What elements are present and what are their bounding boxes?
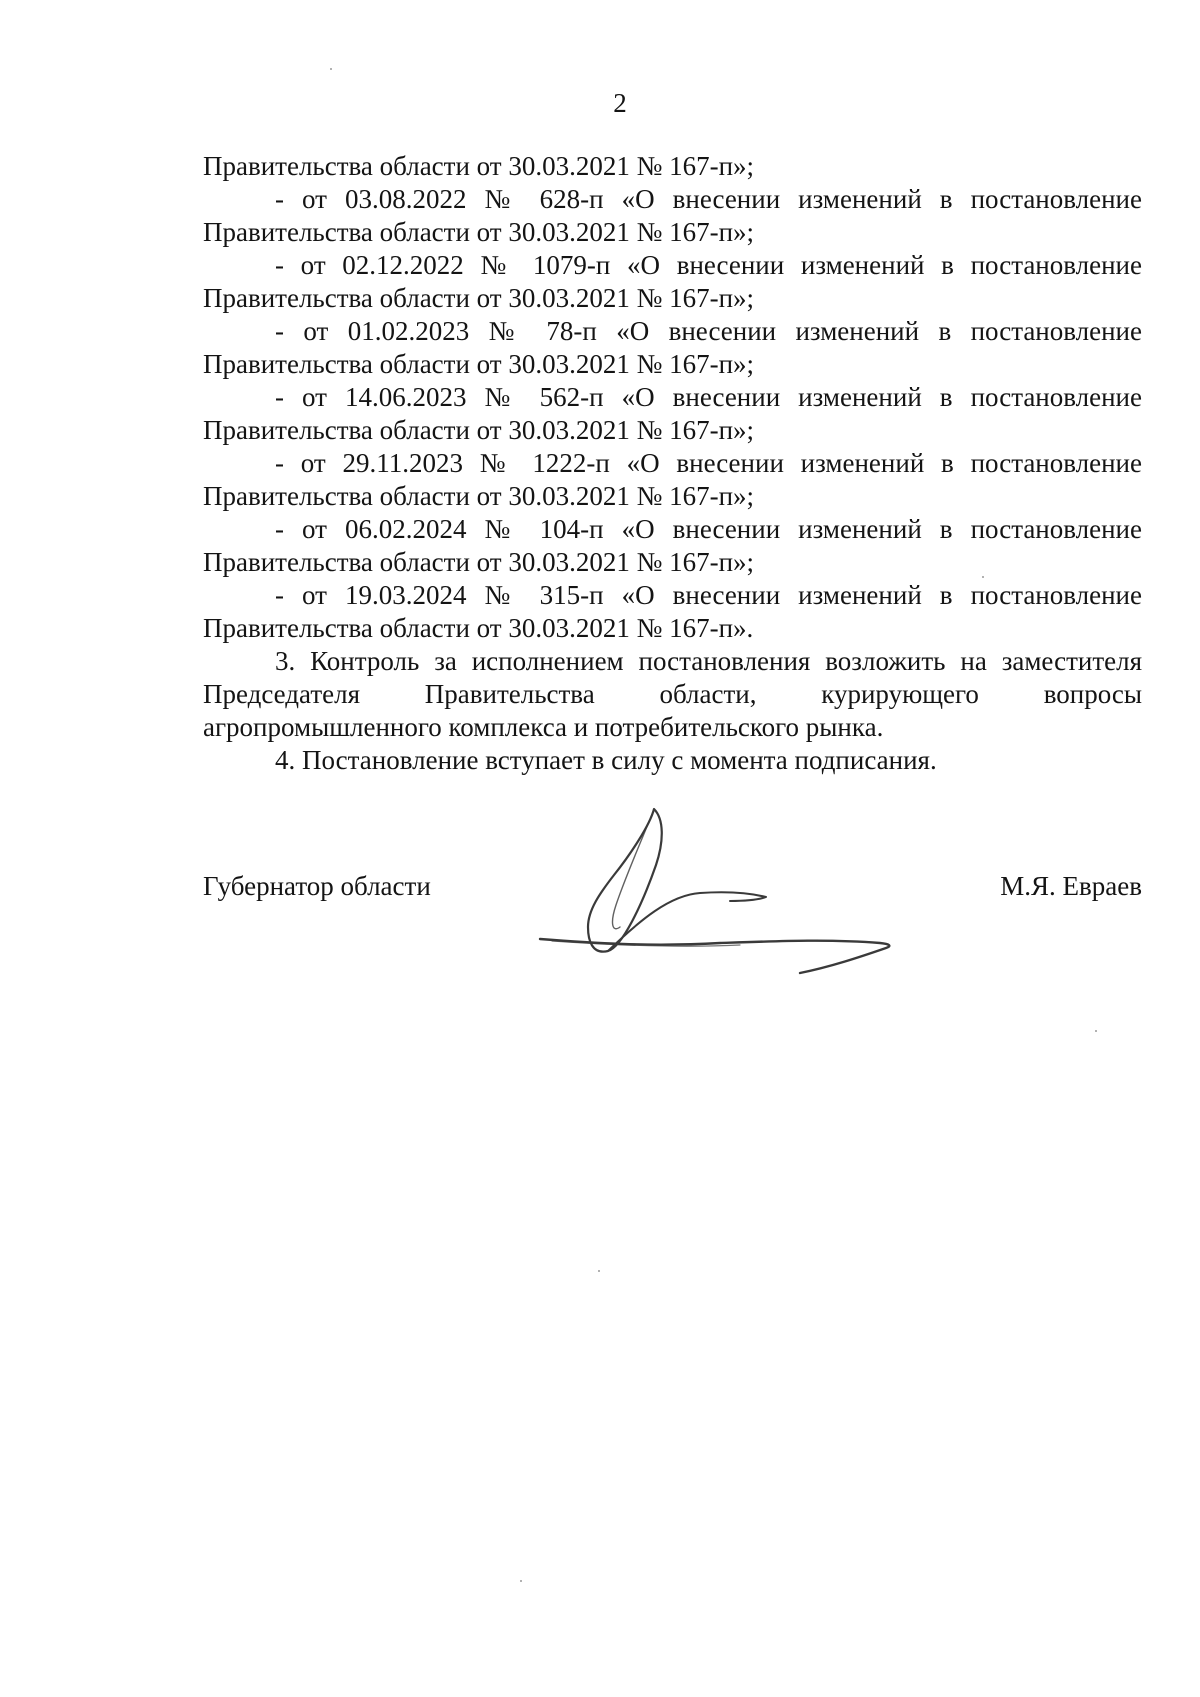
text-line: - от 06.02.2024 № 104-п «О внесении изменений в постановление: [275, 514, 1142, 544]
text-line: 3. Контроль за исполнением постановления возложить на заместителя: [275, 646, 1142, 676]
text-line: агропромышленного комплекса и потребительского рынка.: [203, 712, 884, 742]
text-line: Правительства области от 30.03.2021 № 167-п»;: [203, 415, 755, 445]
handwritten-signature: [530, 805, 910, 980]
signatory-name: М.Я. Евраев: [1000, 871, 1142, 901]
page-number: 2: [613, 88, 627, 118]
list-of-amendments: [203, 150, 1142, 645]
text-line: - от 03.08.2022 № 628-п «О внесении изменений в постановление: [275, 184, 1142, 214]
text-line: Правительства области от 30.03.2021 № 167-п».: [203, 613, 754, 643]
text-line: Правительства области от 30.03.2021 № 167-п»;: [203, 349, 755, 379]
text-line: - от 19.03.2024 № 315-п «О внесении изменений в постановление: [275, 580, 1142, 610]
signatory-title: Губернатор области: [203, 871, 431, 901]
scan-speck: [1095, 1030, 1097, 1032]
text-line: Правительства области от 30.03.2021 № 167-п»;: [203, 481, 755, 511]
scan-speck: [982, 576, 984, 578]
paragraph-3-control: [203, 645, 1142, 744]
text-line: Председателя Правительства области, курирующего вопросы: [203, 679, 1142, 709]
paragraph-4-effect: [203, 744, 1142, 777]
scan-speck: [598, 1270, 600, 1272]
text-line: - от 14.06.2023 № 562-п «О внесении изменений в постановление: [275, 382, 1142, 412]
document-body: [203, 150, 1142, 777]
text-line: - от 01.02.2023 № 78-п «О внесении изменений в постановление: [275, 316, 1142, 346]
text-line: Правительства области от 30.03.2021 № 167-п»;: [203, 151, 755, 181]
scan-speck: [330, 68, 332, 70]
text-line: 4. Постановление вступает в силу с момента подписания.: [275, 745, 937, 775]
text-line: Правительства области от 30.03.2021 № 167-п»;: [203, 217, 755, 247]
text-line: Правительства области от 30.03.2021 № 167-п»;: [203, 547, 755, 577]
text-line: Правительства области от 30.03.2021 № 167-п»;: [203, 283, 755, 313]
text-line: - от 29.11.2023 № 1222-п «О внесении изменений в постановление: [275, 448, 1142, 478]
text-line: - от 02.12.2022 № 1079-п «О внесении изменений в постановление: [275, 250, 1142, 280]
scan-speck: [520, 1580, 522, 1582]
